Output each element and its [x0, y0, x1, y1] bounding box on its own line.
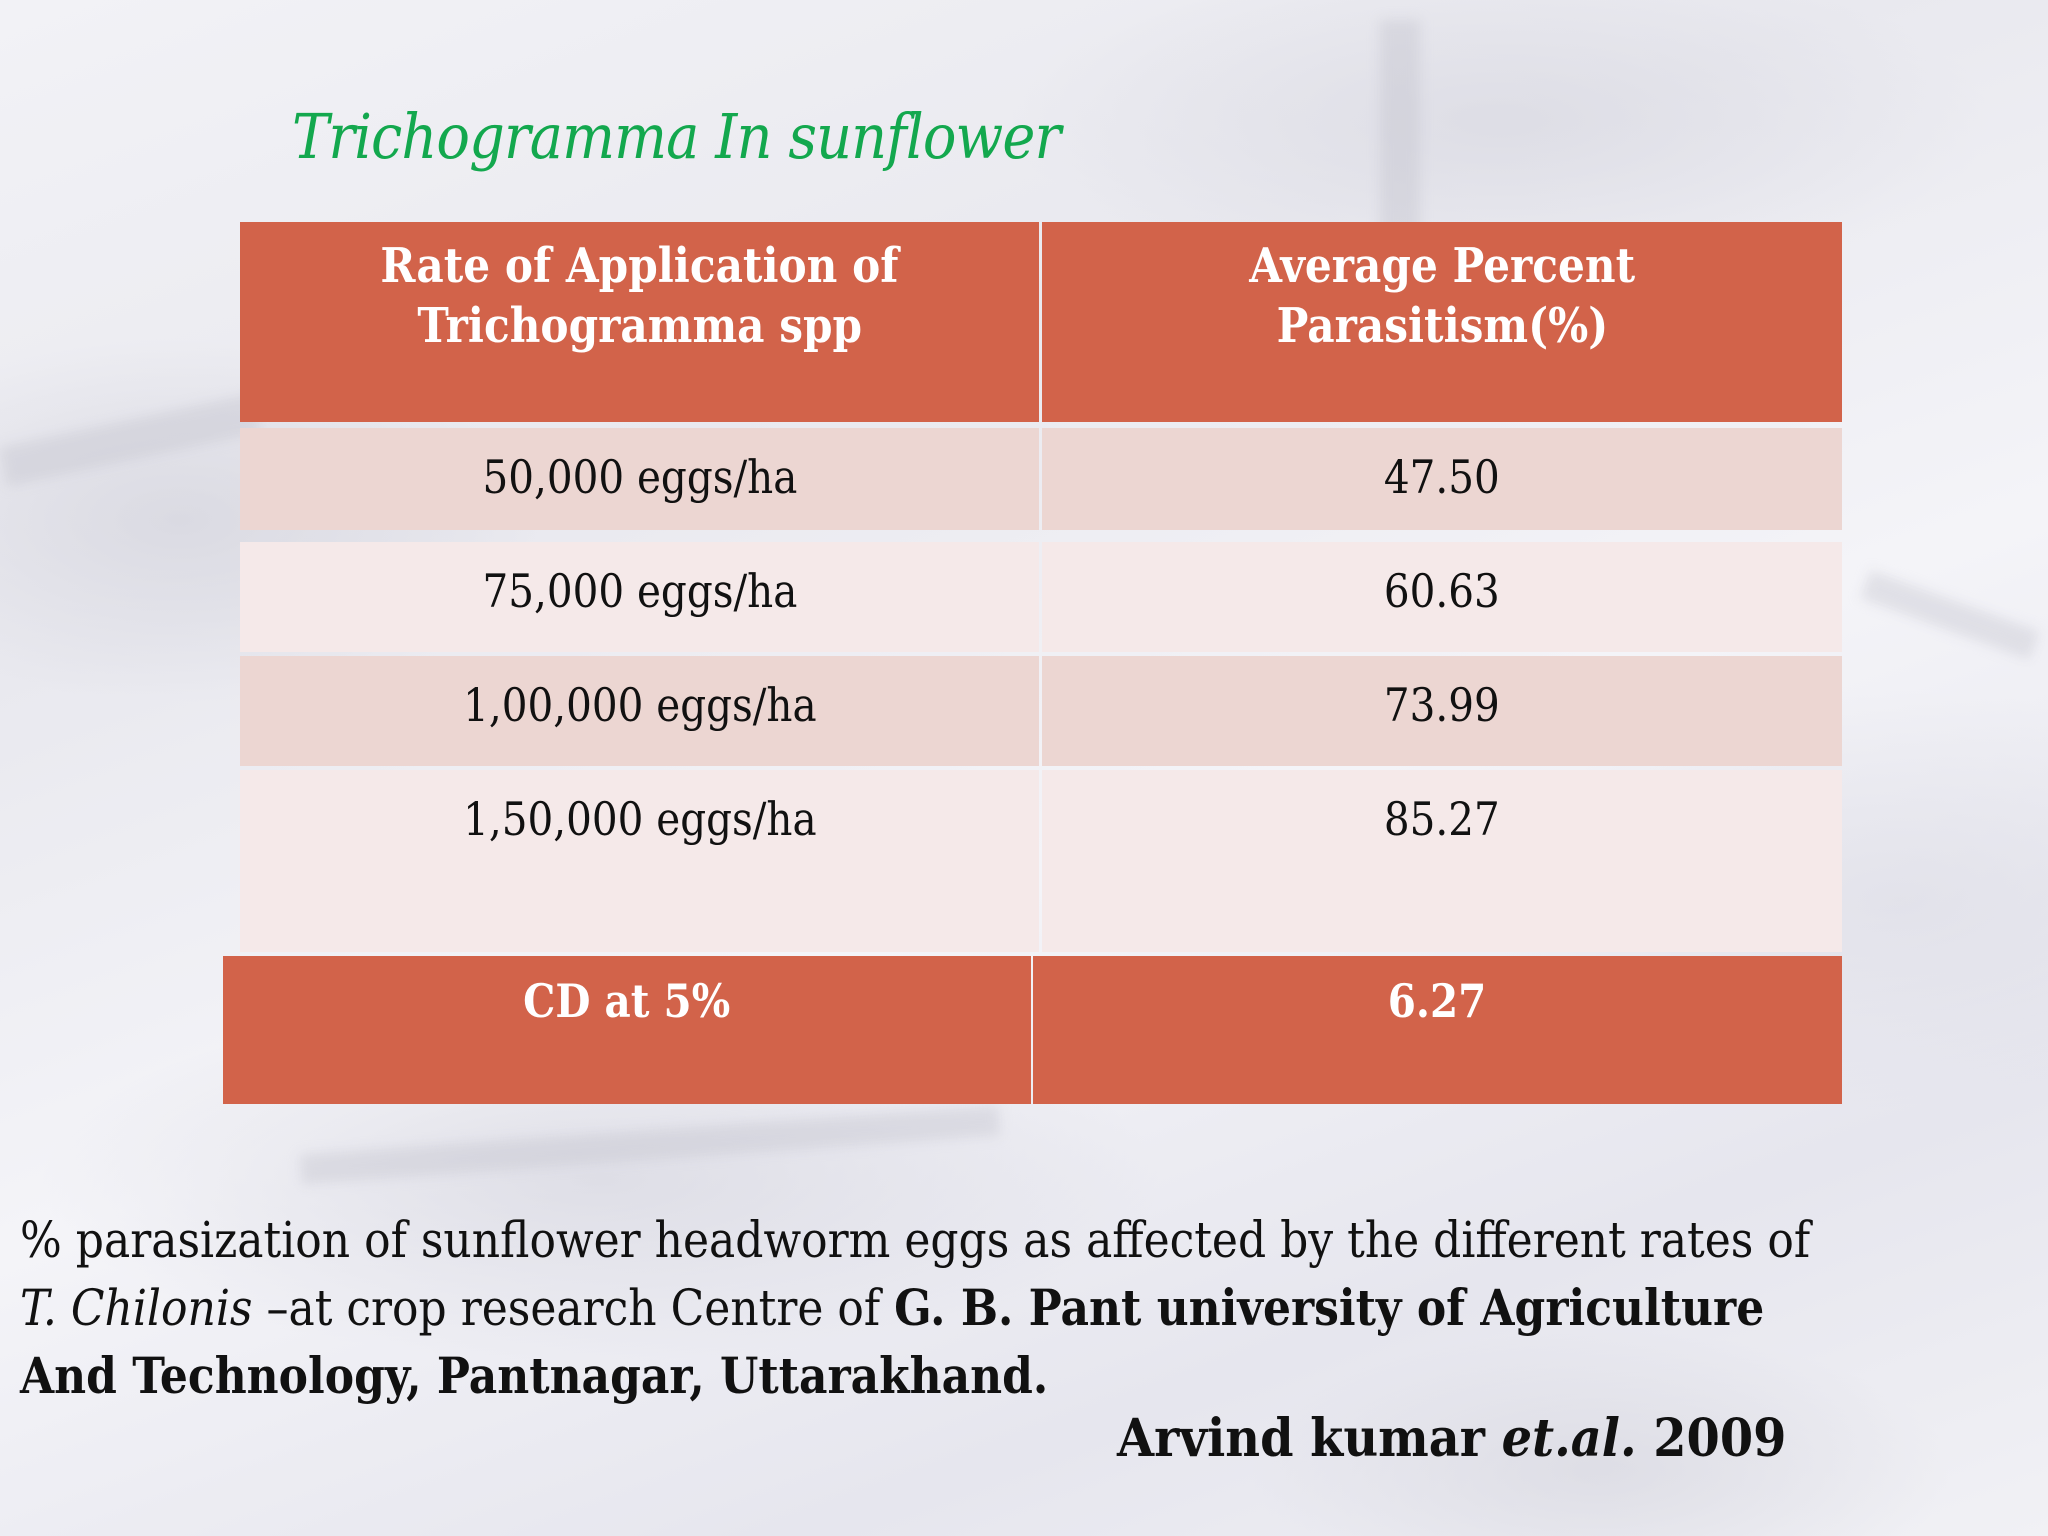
table-row-1-rate [240, 428, 1039, 530]
table-row-2-parasitism [1042, 542, 1842, 652]
citation [1117, 1408, 1786, 1469]
background-texture [0, 393, 261, 486]
caption-institution-cont: And Technology, Pantnagar, Uttarakhand. [20, 1346, 1049, 1405]
header-rate [240, 222, 1039, 422]
cell-text: 50,000 eggs/ha [482, 450, 797, 504]
header-parasitism-line1: Average Percent [1249, 238, 1635, 294]
cell-text: 85.27 [1384, 792, 1500, 846]
table-row-3-rate [240, 656, 1039, 766]
background-texture [300, 1106, 1000, 1185]
header-parasitism [1042, 222, 1842, 422]
table-row-4-parasitism [1042, 770, 1842, 952]
cd-label: CD at 5% [523, 974, 731, 1028]
cd-label-cell [223, 956, 1031, 1104]
figure-caption [20, 1206, 2044, 1410]
citation-etal: et.al. [1501, 1408, 1637, 1469]
cell-text: 73.99 [1384, 678, 1500, 732]
table-row-3-parasitism [1042, 656, 1842, 766]
header-rate-line2: Trichogramma spp [417, 298, 862, 354]
cell-text: 1,00,000 eggs/ha [462, 678, 817, 732]
cell-text: 60.63 [1384, 564, 1500, 618]
caption-location: –at crop research Centre of [252, 1279, 895, 1337]
cd-value-cell [1033, 956, 1842, 1104]
table-row-2-rate [240, 542, 1039, 652]
slide-title: Trichogramma In sunflower [292, 100, 1061, 173]
cd-value: 6.27 [1388, 974, 1487, 1028]
header-rate-line1: Rate of Application of [380, 238, 899, 294]
citation-author: Arvind kumar [1117, 1408, 1502, 1469]
cell-text: 75,000 eggs/ha [482, 564, 797, 618]
background-texture [1860, 570, 2039, 660]
citation-year: 2009 [1636, 1408, 1787, 1469]
table-row-4-rate [240, 770, 1039, 952]
cell-text: 47.50 [1384, 450, 1500, 504]
header-parasitism-line2: Parasitism(%) [1276, 298, 1608, 354]
caption-line1: % parasization of sunflower headworm eggs as affected by the different rates of [20, 1211, 1811, 1269]
table-row-1-parasitism [1042, 428, 1842, 530]
caption-institution: G. B. Pant university of Agriculture [894, 1278, 1765, 1337]
cell-text: 1,50,000 eggs/ha [462, 792, 817, 846]
caption-species: T. Chilonis [20, 1279, 253, 1337]
